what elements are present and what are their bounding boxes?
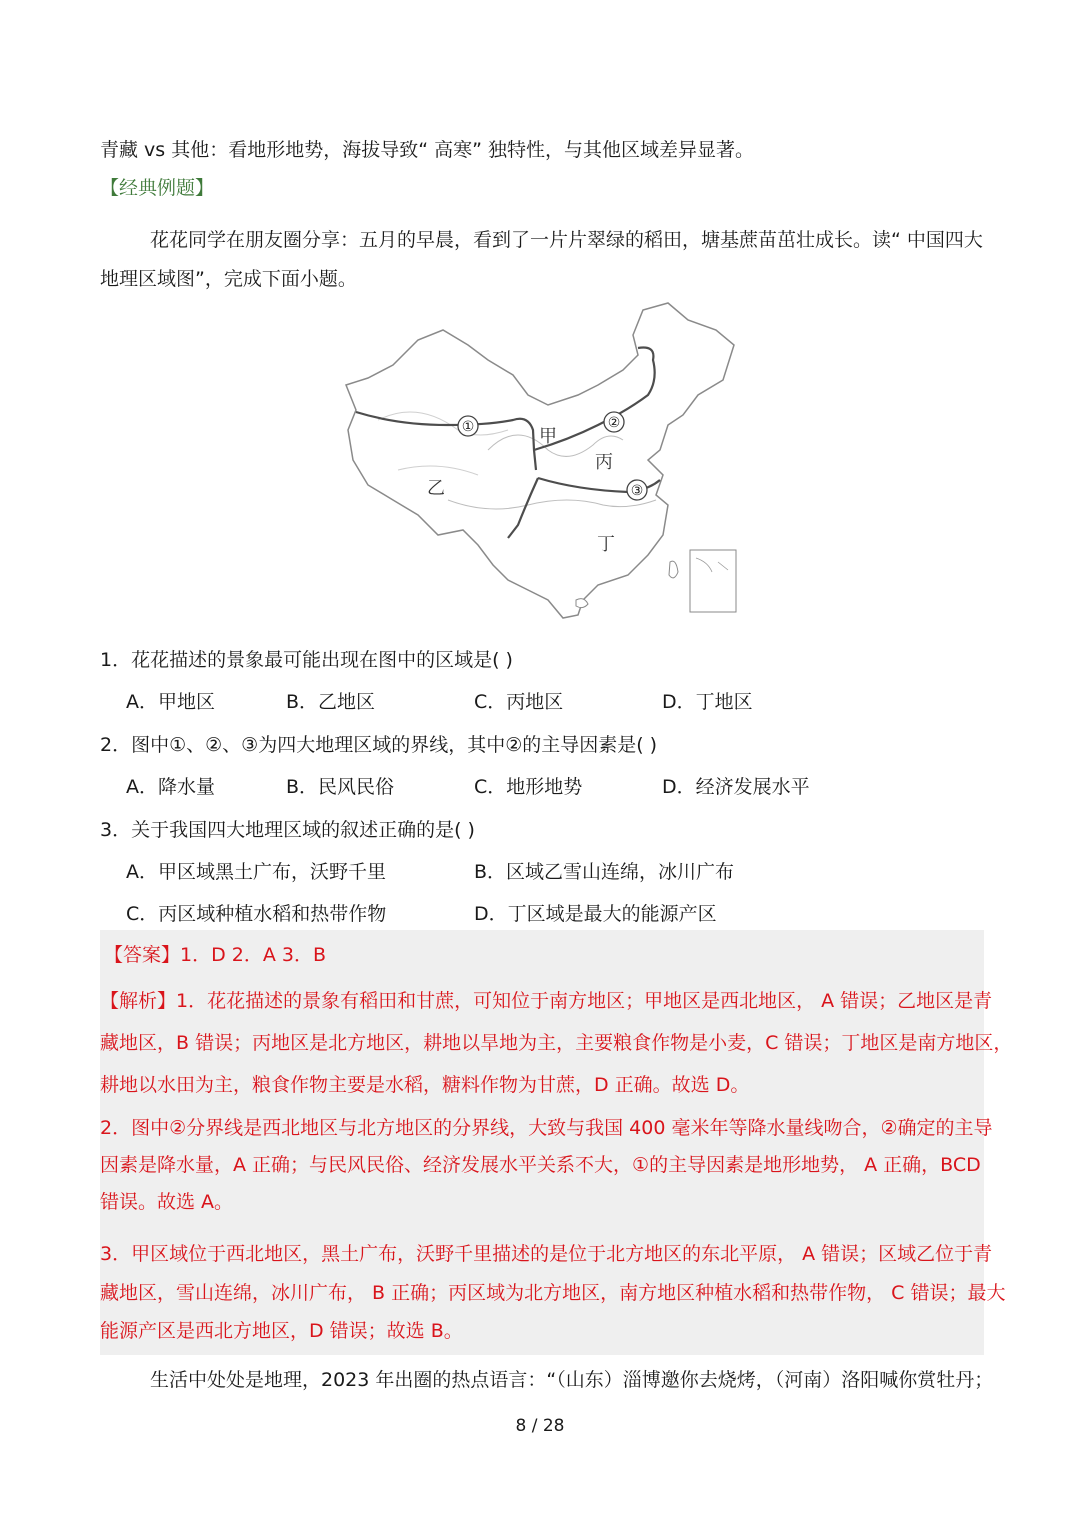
boundary-label-2-text: ② xyxy=(607,415,621,431)
boundary-label-1 xyxy=(458,416,478,436)
question-2-stem: 2．图中①、②、③为四大地理区域的界线，其中②的主导因素是( ) xyxy=(100,734,658,756)
analysis-1-line-2: 藏地区，B 错误；丙地区是北方地区，耕地以旱地为主，主要粮食作物是小麦，C 错误；丁地区是南方地区， xyxy=(100,1032,1013,1054)
analysis-3-line-3: 能源产区是西北方地区，D 错误；故选 B。 xyxy=(100,1320,463,1342)
question-1-option-d: D．丁地区 xyxy=(662,691,753,713)
question-2-option-d: D．经济发展水平 xyxy=(662,776,810,798)
boundary-label-2 xyxy=(604,412,624,432)
page-number: 8 / 28 xyxy=(515,1416,565,1436)
analysis-2-line-1: 2．图中②分界线是西北地区与北方地区的分界线，大致与我国 400 毫米年等降水量线吻合，②确定的主导 xyxy=(100,1117,993,1139)
south-sea-inset xyxy=(690,550,736,612)
analysis-1-line-1: 【解析】1．花花描述的景象有稻田和甘蔗，可知位于南方地区；甲地区是西北地区， A 错误；乙地区是青 xyxy=(100,990,993,1012)
analysis-2-line-3: 错误。故选 A。 xyxy=(100,1191,234,1213)
question-2-option-a: A．降水量 xyxy=(126,776,215,798)
section-title: 【经典例题】 xyxy=(100,177,215,199)
taiwan-island xyxy=(669,561,678,578)
boundary-label-3-text: ③ xyxy=(630,483,644,499)
hainan-island xyxy=(576,599,588,608)
question-3-option-d: D．丁区域是最大的能源产区 xyxy=(474,903,717,925)
bottom-passage-line: 生活中处处是地理，2023 年出圈的热点语言：“（山东）淄博邀你去烧烤，（河南）洛阳喊你赏牡丹； xyxy=(150,1369,994,1391)
region-label-bing: 丙 xyxy=(595,452,613,473)
question-3-option-c: C．丙区域种植水稻和热带作物 xyxy=(126,903,387,925)
passage-line-1: 花花同学在朋友圈分享：五月的早晨，看到了一片片翠绿的稻田，塘基蔗苗茁壮成长。读“ 中国四大 xyxy=(150,229,983,251)
question-2-option-c: C．地形地势 xyxy=(474,776,583,798)
region-label-ding: 丁 xyxy=(597,534,615,555)
answer-line: 【答案】1．D 2．A 3．B xyxy=(104,944,327,966)
analysis-2-line-2: 因素是降水量，A 正确；与民风民俗、经济发展水平关系不大，①的主导因素是地形地势， A 正确，BCD xyxy=(100,1154,981,1176)
region-label-yi: 乙 xyxy=(427,478,445,499)
question-2-option-b: B．民风民俗 xyxy=(286,776,395,798)
question-1-option-a: A．甲地区 xyxy=(126,691,215,713)
boundary-label-1-text: ① xyxy=(461,419,475,435)
passage-line-2: 地理区域图”，完成下面小题。 xyxy=(100,268,357,290)
question-1-option-c: C．丙地区 xyxy=(474,691,564,713)
question-3-option-a: A．甲区域黑土广布，沃野千里 xyxy=(126,861,386,883)
analysis-3-line-2: 藏地区，雪山连绵，冰川广布， B 正确；丙区域为北方地区，南方地区种植水稻和热带作物， C 错误；最大 xyxy=(100,1282,1006,1304)
intro-line: 青藏 vs 其他：看地形地势，海拔导致“ 高寒” 独特性，与其他区域差异显著。 xyxy=(100,139,754,161)
question-1-stem: 1．花花描述的景象最可能出现在图中的区域是( ) xyxy=(100,649,513,671)
analysis-1-line-3: 耕地以水田为主，粮食作物主要是水稻，糖料作物为甘蔗，D 正确。故选 D。 xyxy=(100,1074,750,1096)
question-3-option-b: B．区域乙雪山连绵，冰川广布 xyxy=(474,861,735,883)
china-regions-map xyxy=(338,300,740,630)
question-3-stem: 3．关于我国四大地理区域的叙述正确的是( ) xyxy=(100,819,475,841)
question-1-option-b: B．乙地区 xyxy=(286,691,376,713)
analysis-3-line-1: 3．甲区域位于西北地区，黑土广布，沃野千里描述的是位于北方地区的东北平原， A 错误；区域乙位于青 xyxy=(100,1243,993,1265)
boundary-label-3 xyxy=(627,480,647,500)
region-label-jia: 甲 xyxy=(539,426,557,447)
